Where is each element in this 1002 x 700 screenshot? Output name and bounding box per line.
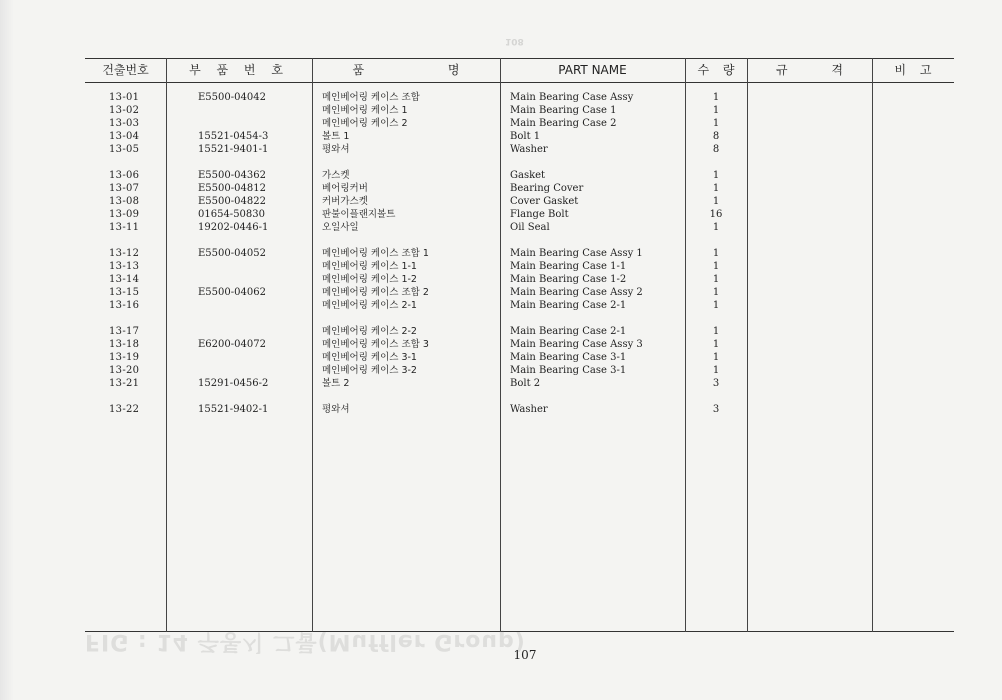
row-index: 13-20 xyxy=(109,365,140,376)
row-index: 13-08 xyxy=(109,196,140,207)
row-index: 13-18 xyxy=(109,339,140,350)
row-korean-name: 오일사일 xyxy=(322,222,359,233)
row-index: 13-09 xyxy=(109,209,140,220)
row-korean-name: 메인베어링 케이스 3-1 xyxy=(322,352,417,363)
table-row xyxy=(85,325,954,338)
row-part-name: Gasket xyxy=(510,170,546,181)
row-part-number: E5500-04812 xyxy=(198,183,266,194)
row-part-number: 01654-50830 xyxy=(198,209,266,220)
parts-table xyxy=(85,58,954,632)
row-korean-name: 메인베어링 케이스 1-2 xyxy=(322,274,417,285)
row-quantity: 1 xyxy=(712,326,720,337)
table-row xyxy=(85,221,954,234)
row-quantity: 1 xyxy=(712,196,720,207)
row-part-name: Bearing Cover xyxy=(510,183,584,194)
row-quantity: 1 xyxy=(712,339,720,350)
row-index: 13-19 xyxy=(109,352,140,363)
row-quantity: 1 xyxy=(712,170,720,181)
row-part-number: E5500-04362 xyxy=(198,170,266,181)
row-part-number: 15291-0456-2 xyxy=(198,378,269,389)
table-row xyxy=(85,403,954,416)
row-part-name: Main Bearing Case 2-1 xyxy=(510,326,627,337)
row-quantity: 1 xyxy=(712,365,720,376)
table-row xyxy=(85,208,954,221)
table-row xyxy=(85,130,954,143)
row-quantity: 8 xyxy=(712,144,720,155)
row-quantity: 3 xyxy=(712,404,720,415)
row-index: 13-22 xyxy=(109,404,140,415)
row-part-number: E5500-04052 xyxy=(198,248,266,259)
row-quantity: 1 xyxy=(712,92,720,103)
row-part-name: Cover Gasket xyxy=(510,196,579,207)
header-index: 건출번호 xyxy=(102,63,149,77)
row-part-number: 19202-0446-1 xyxy=(198,222,269,233)
row-part-name: Main Bearing Case 1-2 xyxy=(510,274,627,285)
row-index: 13-16 xyxy=(109,300,140,311)
table-row xyxy=(85,377,954,390)
row-korean-name: 볼트 1 xyxy=(322,131,350,142)
row-quantity: 3 xyxy=(712,378,720,389)
table-row xyxy=(85,273,954,286)
header-part-name: PART NAME xyxy=(558,63,627,77)
row-korean-name: 메인베어링 케이스 2 xyxy=(322,118,408,129)
row-korean-name: 판불이플랜지볼트 xyxy=(322,209,396,220)
table-row xyxy=(85,351,954,364)
table-row xyxy=(85,143,954,156)
row-part-name: Bolt 2 xyxy=(510,378,541,389)
row-quantity: 1 xyxy=(712,352,720,363)
row-part-name: Main Bearing Case 2 xyxy=(510,118,617,129)
row-part-number: 15521-9401-1 xyxy=(198,144,269,155)
row-quantity: 1 xyxy=(712,274,720,285)
row-part-number: E6200-04072 xyxy=(198,339,266,350)
row-part-name: Main Bearing Case 1 xyxy=(510,105,617,116)
row-part-number: 15521-0454-3 xyxy=(198,131,269,142)
table-row xyxy=(85,104,954,117)
header-korean-name: 품 명 xyxy=(352,63,460,77)
table-body xyxy=(85,91,954,416)
row-part-name: Main Bearing Case 3-1 xyxy=(510,352,627,363)
row-korean-name: 평와셔 xyxy=(322,404,350,415)
row-korean-name: 메인베어링 케이스 조합 3 xyxy=(322,339,429,350)
row-part-number: E5500-04822 xyxy=(198,196,266,207)
row-index: 13-11 xyxy=(109,222,140,233)
row-korean-name: 메인베어링 케이스 조합 2 xyxy=(322,287,429,298)
row-index: 13-05 xyxy=(109,144,140,155)
table-row xyxy=(85,247,954,260)
table-row xyxy=(85,117,954,130)
row-index: 13-03 xyxy=(109,118,140,129)
row-quantity: 1 xyxy=(712,183,720,194)
row-part-name: Main Bearing Case 3-1 xyxy=(510,365,627,376)
row-korean-name: 메인베어링 케이스 조합 xyxy=(322,92,420,103)
row-quantity: 8 xyxy=(712,131,720,142)
row-part-name: Main Bearing Case 2-1 xyxy=(510,300,627,311)
row-part-name: Flange Bolt xyxy=(510,209,569,220)
row-part-name: Main Bearing Case 1-1 xyxy=(510,261,627,272)
header-remarks: 비 고 xyxy=(894,63,932,77)
table-row xyxy=(85,286,954,299)
row-korean-name: 메인베어링 케이스 1-1 xyxy=(322,261,417,272)
row-korean-name: 가스켓 xyxy=(322,170,350,181)
table-row xyxy=(85,338,954,351)
row-korean-name: 메인베어링 케이스 2-2 xyxy=(322,326,417,337)
row-index: 13-04 xyxy=(109,131,140,142)
row-part-name: Washer xyxy=(510,144,548,155)
table-row xyxy=(85,169,954,182)
page-edge xyxy=(0,0,14,700)
row-part-name: Bolt 1 xyxy=(510,131,541,142)
row-part-number: E5500-04042 xyxy=(198,92,266,103)
show-through-text: FIG : 14 주통시 그룹(Muffler Group) xyxy=(85,629,526,654)
row-quantity: 1 xyxy=(712,300,720,311)
table-row xyxy=(85,260,954,273)
row-korean-name: 평와셔 xyxy=(322,144,350,155)
row-korean-name: 베어링커버 xyxy=(322,183,368,194)
row-part-number: 15521-9402-1 xyxy=(198,404,269,415)
row-index: 13-17 xyxy=(109,326,140,337)
row-index: 13-15 xyxy=(109,287,140,298)
row-korean-name: 커버가스켓 xyxy=(322,196,368,207)
header-part-number: 부 품 번 호 xyxy=(189,63,289,77)
row-korean-name: 볼트 2 xyxy=(322,378,350,389)
row-index: 13-13 xyxy=(109,261,140,272)
row-part-name: Main Bearing Case Assy 1 xyxy=(510,248,643,259)
row-korean-name: 메인베어링 케이스 1 xyxy=(322,105,408,116)
row-korean-name: 메인베어링 케이스 3-2 xyxy=(322,365,417,376)
row-index: 13-21 xyxy=(109,378,140,389)
row-quantity: 1 xyxy=(712,105,720,116)
row-part-number: E5500-04062 xyxy=(198,287,266,298)
row-index: 13-14 xyxy=(109,274,140,285)
table-row xyxy=(85,182,954,195)
page-number: 107 xyxy=(513,648,537,662)
row-part-name: Main Bearing Case Assy 2 xyxy=(510,287,643,298)
table-row xyxy=(85,91,954,104)
row-quantity: 1 xyxy=(712,261,720,272)
row-part-name: Main Bearing Case Assy 3 xyxy=(510,339,643,350)
table-row xyxy=(85,299,954,312)
row-part-name: Oil Seal xyxy=(510,222,550,233)
show-through-page-number: 108 xyxy=(505,36,524,46)
row-korean-name: 메인베어링 케이스 조합 1 xyxy=(322,248,429,259)
row-quantity: 16 xyxy=(709,209,723,220)
table-row xyxy=(85,364,954,377)
header-spec: 규 격 xyxy=(776,63,843,77)
table-header-rule xyxy=(85,82,954,83)
row-index: 13-01 xyxy=(109,92,140,103)
row-quantity: 1 xyxy=(712,248,720,259)
row-index: 13-02 xyxy=(109,105,140,116)
row-quantity: 1 xyxy=(712,118,720,129)
row-index: 13-12 xyxy=(109,248,140,259)
row-korean-name: 메인베어링 케이스 2-1 xyxy=(322,300,417,311)
row-index: 13-07 xyxy=(109,183,140,194)
row-index: 13-06 xyxy=(109,170,140,181)
row-part-name: Washer xyxy=(510,404,548,415)
header-quantity: 수 량 xyxy=(697,63,735,77)
row-quantity: 1 xyxy=(712,222,720,233)
row-quantity: 1 xyxy=(712,287,720,298)
row-part-name: Main Bearing Case Assy xyxy=(510,92,634,103)
table-row xyxy=(85,195,954,208)
